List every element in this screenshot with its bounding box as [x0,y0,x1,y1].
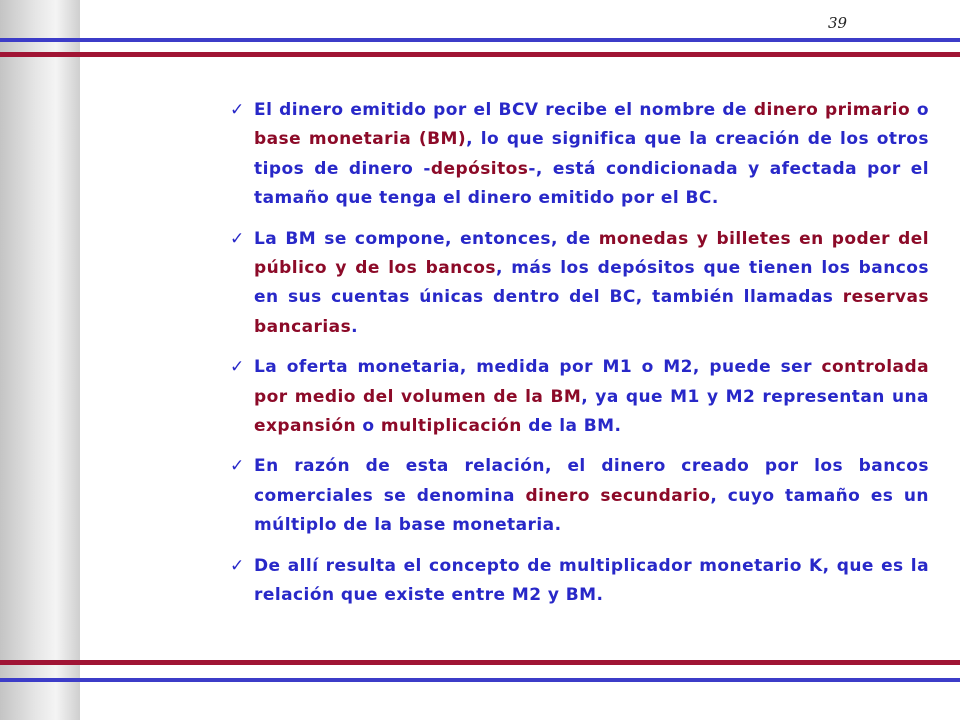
highlighted-term: expansión [254,416,357,437]
top-red-rule [0,52,960,57]
left-sidebar-band [0,0,80,720]
paragraph-text: , lo que significa que la creación de los otros tipos de dinero - [254,129,929,179]
paragraph-text: En razón de esta relación, el dinero creado por los bancos comerciales se denomina [254,456,929,506]
highlighted-term: multiplicación [380,416,522,437]
bullet-item [228,452,929,540]
highlighted-term: dinero secundario [525,485,711,506]
highlighted-term: monedas y billetes en poder del público y de los bancos [254,228,929,279]
highlighted-term: base monetaria (BM) [254,129,467,150]
paragraph-text: o [356,416,381,437]
paragraph-text: La oferta monetaria, medida por M1 o M2, puede ser [254,357,822,378]
paragraph-text: De allí resulta el concepto de multiplicador monetario K, que es la relación que existe entre M2 y BM. [254,555,929,606]
bullet-list [228,96,929,622]
paragraph-text: . [351,316,359,337]
bullet-item [228,353,929,441]
paragraph-text: , ya que M1 y M2 representan una [581,386,929,407]
check-icon: ✓ [230,357,245,378]
top-blue-rule [0,38,960,42]
bottom-red-rule [0,660,960,665]
check-icon: ✓ [230,228,245,249]
page-number: 39 [828,14,848,32]
bullet-item [228,96,929,214]
check-icon: ✓ [230,456,245,477]
paragraph-text: -, está condicionada y afectada por el tamaño que tenga el dinero emitido por el BC. [254,158,929,209]
paragraph-text: El dinero emitido por el BCV recibe el nombre de [254,100,754,120]
bottom-blue-rule [0,678,960,682]
highlighted-term: depósitos [430,158,529,179]
paragraph-text: La BM se compone, entonces, de [254,228,599,249]
paragraph-text: , más los depósitos que tienen los bancos en sus cuentas únicas dentro del BC, también llamadas [254,258,929,308]
highlighted-term: reservas bancarias [254,287,929,337]
highlighted-term: dinero primario [753,100,911,120]
bullet-item [228,552,929,611]
check-icon: ✓ [230,100,245,120]
paragraph-text: de la BM. [521,416,622,437]
paragraph-text: , cuyo tamaño es un múltiplo de la base monetaria. [254,485,929,536]
bullet-item [228,225,929,343]
check-icon: ✓ [230,555,245,576]
highlighted-term: controlada por medio del volumen de la BM [254,357,929,407]
paragraph-text: o [910,100,930,120]
